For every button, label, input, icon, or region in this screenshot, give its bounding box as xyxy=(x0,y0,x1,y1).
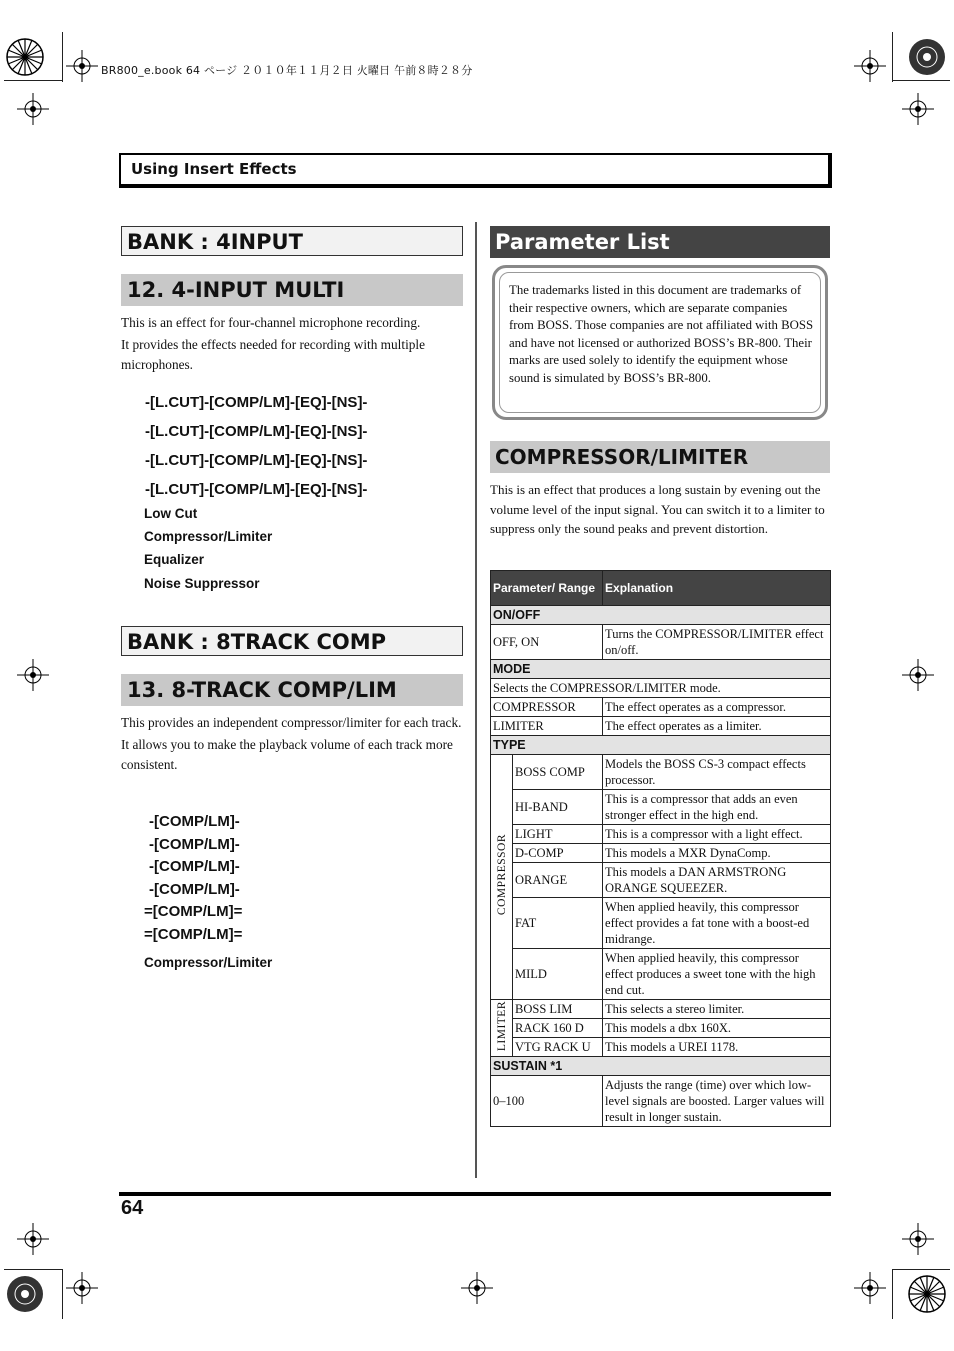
table-row xyxy=(491,898,831,949)
table-row xyxy=(491,679,831,698)
cell-range: HI-BAND xyxy=(513,790,603,825)
crosshair-mark-icon xyxy=(17,93,49,125)
cell-range: VTG RACK U xyxy=(513,1038,603,1057)
table-row xyxy=(491,736,831,755)
cell-explanation: This models a dbx 160X. xyxy=(603,1019,831,1038)
crosshair-mark-icon xyxy=(17,659,49,691)
table-row xyxy=(491,790,831,825)
crosshair-mark-icon xyxy=(66,1272,98,1304)
label-noise-suppressor: Noise Suppressor xyxy=(144,576,260,591)
cell-explanation: Models the BOSS CS-3 compact effects processor. xyxy=(603,755,831,790)
cell-explanation: This models a UREI 1178. xyxy=(603,1038,831,1057)
group-type: TYPE xyxy=(491,736,831,755)
compressor-limiter-heading: COMPRESSOR/LIMITER xyxy=(490,441,830,473)
cell-range: D-COMP xyxy=(513,844,603,863)
cell-explanation: This is a compressor with a light effect. xyxy=(603,825,831,844)
table-row xyxy=(491,755,831,790)
notice-text: The trademarks listed in this document are trademarks of their respective owners, which are separate companies from BOSS. Those companies are not affiliated with BOSS and have not licensed or authorized BOSS’s BR-800. Their marks are used solely to identify the equipment whose sound is simulated by BOSS’s BR-800. xyxy=(509,283,814,385)
track-chain-2: -[COMP/LM]- xyxy=(149,836,240,853)
table-row xyxy=(491,698,831,717)
cell-explanation: This models a MXR DynaComp. xyxy=(603,844,831,863)
crosshair-mark-icon xyxy=(902,659,934,691)
table-row xyxy=(491,660,831,679)
footer-rule xyxy=(119,1192,831,1196)
cell-explanation: When applied heavily, this compressor effect produces a sweet tone with the high end cut. xyxy=(603,949,831,1000)
effect-12-text-2: It provides the effects needed for recording with multiple microphones. xyxy=(121,337,426,372)
cell-range: LIGHT xyxy=(513,825,603,844)
table-row xyxy=(491,863,831,898)
effect-12-title: 12. 4-INPUT MULTI xyxy=(121,274,463,306)
table-row xyxy=(491,1038,831,1057)
crop-line xyxy=(62,32,63,82)
label-equalizer: Equalizer xyxy=(144,552,205,567)
group-mode: MODE xyxy=(491,660,831,679)
crosshair-mark-icon xyxy=(902,93,934,125)
column-divider xyxy=(475,222,477,1178)
signal-chain-2: -[L.CUT]-[COMP/LM]-[EQ]-[NS]- xyxy=(145,423,368,440)
track-chain-1: -[COMP/LM]- xyxy=(149,813,240,830)
label-low-cut: Low Cut xyxy=(144,506,198,521)
effect-12-text-1: This is an effect for four-channel microphone recording. xyxy=(121,315,421,330)
cell-range: BOSS LIM xyxy=(513,1000,603,1019)
crop-line xyxy=(892,80,950,81)
table-row xyxy=(491,1057,831,1076)
crosshair-mark-icon xyxy=(66,50,98,82)
crop-line xyxy=(4,80,62,81)
parameter-list-heading: Parameter List xyxy=(490,226,830,258)
table-row xyxy=(491,844,831,863)
crosshair-mark-icon xyxy=(902,1223,934,1255)
table-row xyxy=(491,606,831,625)
cell-explanation: Adjusts the range (time) over which low-level signals are boosted. Larger values will result in longer sustain. xyxy=(603,1076,831,1127)
cell-mode-description: Selects the COMPRESSOR/LIMITER mode. xyxy=(491,679,831,698)
starburst-mark-icon xyxy=(4,36,46,78)
trademark-notice xyxy=(492,265,828,420)
header-parameter-range: Parameter/ Range xyxy=(491,571,603,606)
table-row xyxy=(491,625,831,660)
table-row xyxy=(491,949,831,1000)
cell-range: ORANGE xyxy=(513,863,603,898)
cell-range: FAT xyxy=(513,898,603,949)
bank-8track-comp-heading: BANK : 8TRACK COMP xyxy=(121,626,463,656)
crop-line xyxy=(62,1269,63,1319)
cell-range: 0–100 xyxy=(491,1076,603,1127)
cell-range: BOSS COMP xyxy=(513,755,603,790)
cell-explanation: The effect operates as a compressor. xyxy=(603,698,831,717)
cell-range: MILD xyxy=(513,949,603,1000)
limiter-group-label xyxy=(491,1000,513,1057)
bank-4input-heading: BANK : 4INPUT xyxy=(121,226,463,256)
track-chain-4: -[COMP/LM]- xyxy=(149,881,240,898)
parameter-table xyxy=(490,570,831,1127)
cell-explanation: This selects a stereo limiter. xyxy=(603,1000,831,1019)
signal-chain-3: -[L.CUT]-[COMP/LM]-[EQ]-[NS]- xyxy=(145,452,368,469)
group-onoff: ON/OFF xyxy=(491,606,831,625)
running-header xyxy=(119,153,832,188)
track-chain-5: =[COMP/LM]= xyxy=(144,903,243,920)
signal-chain-1: -[L.CUT]-[COMP/LM]-[EQ]-[NS]- xyxy=(145,394,368,411)
group-sustain: SUSTAIN *1 xyxy=(491,1057,831,1076)
crop-line xyxy=(892,1269,950,1270)
limiter-group-text: LIMITER xyxy=(495,1000,508,1052)
signal-chain-4: -[L.CUT]-[COMP/LM]-[EQ]-[NS]- xyxy=(145,481,368,498)
effect-13-text-2: It allows you to make the playback volume of each track more consistent. xyxy=(121,737,453,772)
starburst-mark-icon xyxy=(906,1273,948,1315)
compressor-group-text: COMPRESSOR xyxy=(495,834,508,916)
cell-explanation: The effect operates as a limiter. xyxy=(603,717,831,736)
table-row xyxy=(491,825,831,844)
page-number: 64 xyxy=(121,1197,144,1219)
running-header-text: Using Insert Effects xyxy=(131,160,297,178)
cell-range: COMPRESSOR xyxy=(491,698,603,717)
compressor-description: This is an effect that produces a long sustain by evening out the volume level of the input signal. You can switch it to a limiter to suppress only the sound peaks and prevent distortion. xyxy=(490,482,825,536)
crosshair-mark-icon xyxy=(854,1272,886,1304)
crop-line xyxy=(892,32,893,82)
cell-explanation: When applied heavily, this compressor effect provides a fat tone with a boost-ed midrange. xyxy=(603,898,831,949)
table-header-row xyxy=(491,571,831,606)
cell-range: RACK 160 D xyxy=(513,1019,603,1038)
header-explanation: Explanation xyxy=(603,571,831,606)
table-row xyxy=(491,1000,831,1019)
effect-13-description xyxy=(121,713,463,775)
effect-13-text-1: This provides an independent compressor/limiter for each track. xyxy=(121,715,462,730)
crop-line xyxy=(892,1269,893,1319)
table-row xyxy=(491,1019,831,1038)
compressor-group-label xyxy=(491,755,513,1000)
cell-range: LIMITER xyxy=(491,717,603,736)
crosshair-mark-icon xyxy=(17,1223,49,1255)
print-header: BR800_e.book 64 ページ ２０１０年１１月２日 火曜日 午前８時２８分 xyxy=(101,64,473,77)
crop-line xyxy=(4,1269,62,1270)
effect-12-description xyxy=(121,313,461,375)
table-row xyxy=(491,717,831,736)
label-compressor-limiter: Compressor/Limiter xyxy=(144,529,273,544)
cell-explanation: This is a compressor that adds an even stronger effect in the high end. xyxy=(603,790,831,825)
track-chain-6: =[COMP/LM]= xyxy=(144,926,243,943)
starburst-mark-icon xyxy=(906,36,948,78)
table-row xyxy=(491,1076,831,1127)
label-compressor-limiter-13: Compressor/Limiter xyxy=(144,955,273,970)
cell-explanation: This models a DAN ARMSTRONG ORANGE SQUEEZER. xyxy=(603,863,831,898)
crosshair-mark-icon xyxy=(461,1272,493,1304)
track-chain-3: -[COMP/LM]- xyxy=(149,858,240,875)
cell-explanation: Turns the COMPRESSOR/LIMITER effect on/off. xyxy=(603,625,831,660)
cell-range: OFF, ON xyxy=(491,625,603,660)
crosshair-mark-icon xyxy=(854,50,886,82)
starburst-mark-icon xyxy=(4,1273,46,1315)
effect-13-title: 13. 8-TRACK COMP/LIM xyxy=(121,674,463,706)
